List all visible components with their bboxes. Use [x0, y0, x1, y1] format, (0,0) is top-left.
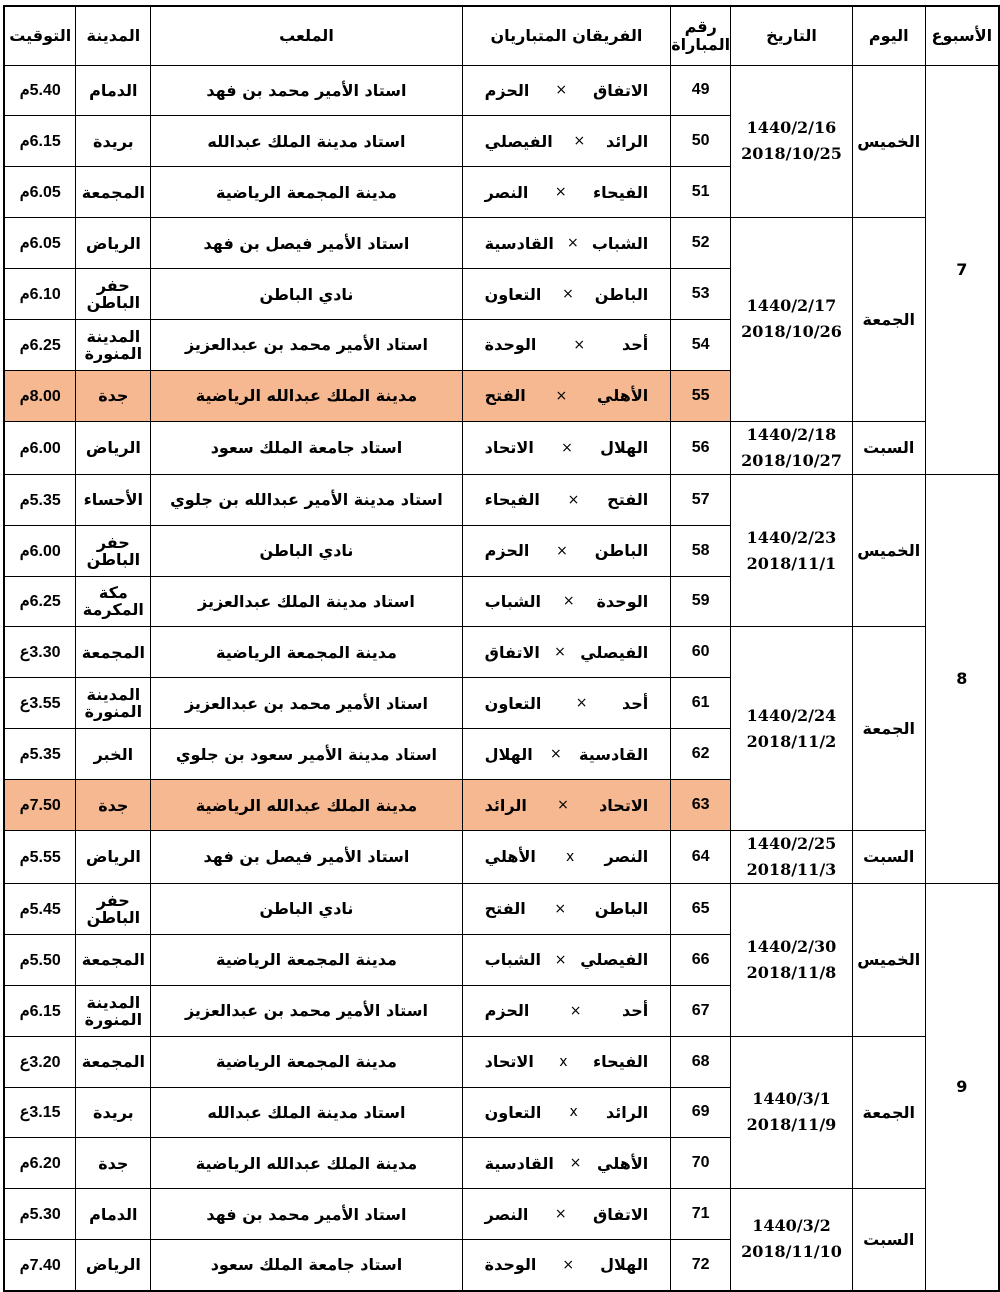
teams-cell [462, 319, 671, 370]
teams-cell [462, 1240, 671, 1291]
match-number: 65 [671, 883, 731, 934]
match-schedule-table [3, 5, 1000, 1292]
teams-cell [462, 830, 671, 883]
hijri-date: 1440/2/25 [746, 833, 837, 853]
gregorian-date: 2018/10/27 [741, 450, 842, 470]
away-team: النصر [484, 1204, 529, 1224]
teams-cell [462, 370, 671, 421]
teams-cell [462, 678, 671, 729]
teams-cell [462, 883, 671, 934]
header-date: التاريخ [731, 6, 853, 65]
match-date [731, 1189, 853, 1291]
stadium: مدينة المجمعة الرياضية [151, 1036, 462, 1087]
kickoff-time: 6.20م [4, 1138, 76, 1189]
teams-pair [463, 438, 671, 457]
stadium: استاد مدينة الملك عبدالله [151, 1087, 462, 1138]
versus-separator: × [550, 746, 562, 763]
match-date [731, 883, 853, 1036]
kickoff-time: 6.25م [4, 576, 76, 627]
city: بريدة [76, 116, 151, 167]
match-number: 68 [671, 1036, 731, 1087]
teams-pair [463, 745, 671, 764]
match-number: 55 [671, 370, 731, 421]
versus-separator: × [567, 491, 580, 508]
away-team: الاتحاد [484, 1052, 534, 1072]
home-team: أحد [621, 335, 649, 355]
away-team: الهلال [484, 744, 533, 764]
gregorian-date: 2018/11/8 [746, 962, 837, 982]
teams-pair [463, 490, 671, 509]
gregorian-date: 2018/11/1 [746, 553, 837, 573]
home-team: الفيصلي [580, 950, 649, 970]
match-number: 61 [671, 678, 731, 729]
day-name: الخميس [852, 65, 925, 218]
match-number: 53 [671, 269, 731, 320]
stadium: استاد الأمير محمد بن عبدالعزيز [151, 985, 462, 1036]
match-number: 67 [671, 985, 731, 1036]
city: جدة [76, 780, 151, 831]
city: الأحساء [76, 474, 151, 525]
home-team: الهلال [600, 438, 649, 458]
home-team: الأهلي [597, 1153, 649, 1173]
away-team: الحزم [484, 541, 530, 561]
stadium: استاد مدينة الأمير سعود بن جلوي [151, 729, 462, 780]
away-team: الحزم [484, 1001, 530, 1021]
match-date [731, 474, 853, 627]
teams-cell [462, 780, 671, 831]
home-team: الباطن [594, 284, 649, 304]
kickoff-time: 7.40م [4, 1240, 76, 1291]
match-row [4, 65, 999, 116]
versus-separator: × [554, 184, 567, 201]
week-number: 9 [925, 883, 999, 1290]
home-team: الاتفاق [593, 1204, 649, 1224]
kickoff-time: 6.10م [4, 269, 76, 320]
away-team: الحزم [484, 80, 530, 100]
hijri-date: 1440/3/1 [752, 1089, 831, 1109]
city: مكة المكرمة [76, 576, 151, 627]
match-number: 54 [671, 319, 731, 370]
stadium: مدينة الملك عبدالله الرياضية [151, 370, 462, 421]
home-team: الهلال [600, 1255, 649, 1275]
kickoff-time: 6.00م [4, 421, 76, 474]
versus-separator: × [554, 644, 566, 661]
header-teams: الفريقان المتباريان [462, 6, 671, 65]
away-team: الفيحاء [484, 490, 540, 510]
day-name: السبت [852, 1189, 925, 1291]
teams-pair [463, 1154, 671, 1173]
teams-cell [462, 167, 671, 218]
match-number: 58 [671, 525, 731, 576]
header-time: التوقيت [4, 6, 76, 65]
stadium: مدينة المجمعة الرياضية [151, 934, 462, 985]
kickoff-time: 6.25م [4, 319, 76, 370]
city: الرياض [76, 218, 151, 269]
teams-pair [463, 950, 671, 969]
city: حفر الباطن [76, 525, 151, 576]
week-number: 8 [925, 474, 999, 883]
home-team: الوحدة [596, 591, 649, 611]
teams-cell [462, 269, 671, 320]
hijri-date: 1440/2/18 [746, 424, 837, 444]
week-number: 7 [925, 65, 999, 474]
teams-cell [462, 729, 671, 780]
stadium: نادي الباطن [151, 883, 462, 934]
day-name: السبت [852, 421, 925, 474]
kickoff-time: 6.05م [4, 218, 76, 269]
away-team: الفتح [484, 899, 526, 919]
match-number: 71 [671, 1189, 731, 1240]
away-team: النصر [484, 182, 529, 202]
header-week: الأسبوع [925, 6, 999, 65]
teams-cell [462, 1087, 671, 1138]
versus-separator: × [556, 542, 568, 559]
away-team: الشباب [484, 950, 542, 970]
teams-pair [463, 132, 671, 151]
home-team: الاتفاق [593, 80, 649, 100]
gregorian-date: 2018/11/2 [746, 731, 837, 751]
match-number: 56 [671, 421, 731, 474]
teams-pair [463, 643, 671, 662]
stadium: استاد الأمير محمد بن عبدالعزيز [151, 319, 462, 370]
match-number: 70 [671, 1138, 731, 1189]
match-date [731, 830, 853, 883]
kickoff-time: 5.45م [4, 883, 76, 934]
match-number: 49 [671, 65, 731, 116]
kickoff-time: 5.55م [4, 830, 76, 883]
match-number: 60 [671, 627, 731, 678]
gregorian-date: 2018/10/25 [741, 144, 842, 164]
teams-pair [463, 1001, 671, 1020]
teams-cell [462, 1138, 671, 1189]
home-team: النصر [604, 847, 649, 867]
city: المدينة المنورة [76, 319, 151, 370]
header-city: المدينة [76, 6, 151, 65]
match-number: 50 [671, 116, 731, 167]
versus-separator: × [562, 1256, 575, 1273]
home-team: الفيحاء [592, 182, 649, 202]
teams-pair [463, 1255, 671, 1274]
home-team: القادسية [579, 744, 649, 764]
away-team: الوحدة [484, 1255, 537, 1275]
teams-pair [463, 847, 671, 866]
city: جدة [76, 1138, 151, 1189]
match-date [731, 627, 853, 831]
match-number: 72 [671, 1240, 731, 1291]
stadium: مدينة المجمعة الرياضية [151, 627, 462, 678]
versus-separator: × [555, 387, 568, 404]
versus-separator: × [569, 1155, 582, 1172]
away-team: الرائد [484, 795, 527, 815]
teams-cell [462, 65, 671, 116]
match-row [4, 1189, 999, 1240]
city: المدينة المنورة [76, 985, 151, 1036]
teams-cell [462, 1189, 671, 1240]
city: المجمعة [76, 627, 151, 678]
city: الرياض [76, 830, 151, 883]
home-team: الاتحاد [599, 795, 649, 815]
stadium: نادي الباطن [151, 525, 462, 576]
match-row [4, 421, 999, 474]
teams-pair [463, 183, 671, 202]
day-name: الجمعة [852, 218, 925, 422]
home-team: الرائد [606, 131, 649, 151]
stadium: استاد مدينة الأمير عبدالله بن جلوي [151, 474, 462, 525]
versus-separator: × [575, 695, 588, 712]
stadium: نادي الباطن [151, 269, 462, 320]
away-team: الاتحاد [484, 438, 534, 458]
day-name: الجمعة [852, 1036, 925, 1189]
away-team: القادسية [484, 1153, 554, 1173]
versus-separator: × [573, 336, 586, 353]
header-stadium: الملعب [151, 6, 462, 65]
home-team: الرائد [606, 1102, 649, 1122]
away-team: التعاون [484, 1102, 542, 1122]
match-date [731, 65, 853, 218]
home-team: أحد [621, 693, 649, 713]
away-team: الفيصلي [484, 131, 553, 151]
home-team: الباطن [594, 899, 649, 919]
away-team: الاتفاق [484, 642, 540, 662]
hijri-date: 1440/2/30 [746, 936, 837, 956]
hijri-date: 1440/3/2 [752, 1216, 831, 1236]
kickoff-time: 5.40م [4, 65, 76, 116]
kickoff-time: 3.55ع [4, 678, 76, 729]
match-number: 57 [671, 474, 731, 525]
match-row [4, 474, 999, 525]
versus-separator: × [554, 1206, 567, 1223]
kickoff-time: 5.35م [4, 729, 76, 780]
away-team: الشباب [484, 591, 542, 611]
home-team: الباطن [594, 541, 649, 561]
city: الرياض [76, 421, 151, 474]
teams-pair [463, 1103, 671, 1122]
match-number: 63 [671, 780, 731, 831]
teams-cell [462, 525, 671, 576]
teams-cell [462, 218, 671, 269]
away-team: الأهلي [484, 847, 536, 867]
home-team: الفتح [607, 490, 649, 510]
teams-pair [463, 694, 671, 713]
kickoff-time: 7.50م [4, 780, 76, 831]
away-team: التعاون [484, 284, 542, 304]
city: جدة [76, 370, 151, 421]
gregorian-date: 2018/11/9 [746, 1115, 837, 1135]
versus-separator: × [555, 82, 568, 99]
hijri-date: 1440/2/23 [746, 527, 837, 547]
gregorian-date: 2018/10/26 [741, 322, 842, 342]
versus-separator: × [573, 133, 586, 150]
match-number: 62 [671, 729, 731, 780]
versus-separator: × [569, 1002, 582, 1019]
versus-separator: × [566, 235, 579, 252]
stadium: مدينة الملك عبدالله الرياضية [151, 1138, 462, 1189]
versus-separator: x [566, 848, 575, 865]
versus-separator: × [561, 439, 573, 456]
versus-separator: x [559, 1053, 568, 1070]
city: الخبر [76, 729, 151, 780]
match-number: 52 [671, 218, 731, 269]
teams-cell [462, 116, 671, 167]
teams-cell [462, 421, 671, 474]
versus-separator: × [557, 797, 569, 814]
gregorian-date: 2018/11/3 [746, 859, 837, 879]
kickoff-time: 6.15م [4, 985, 76, 1036]
stadium: استاد مدينة الملك عبدالعزيز [151, 576, 462, 627]
teams-pair [463, 81, 671, 100]
match-number: 69 [671, 1087, 731, 1138]
stadium: استاد الأمير محمد بن عبدالعزيز [151, 678, 462, 729]
teams-pair [463, 1205, 671, 1224]
home-team: الفيحاء [592, 1052, 649, 1072]
teams-pair [463, 285, 671, 304]
stadium: مدينة المجمعة الرياضية [151, 167, 462, 218]
city: الدمام [76, 65, 151, 116]
kickoff-time: 8.00م [4, 370, 76, 421]
city: حفر الباطن [76, 269, 151, 320]
match-row [4, 1036, 999, 1087]
stadium: استاد الأمير محمد بن فهد [151, 1189, 462, 1240]
city: المجمعة [76, 934, 151, 985]
stadium: استاد الأمير فيصل بن فهد [151, 218, 462, 269]
stadium: استاد جامعة الملك سعود [151, 421, 462, 474]
versus-separator: × [562, 593, 575, 610]
versus-separator: × [554, 900, 567, 917]
match-row [4, 883, 999, 934]
away-team: التعاون [484, 693, 542, 713]
teams-cell [462, 576, 671, 627]
day-name: الخميس [852, 883, 925, 1036]
away-team: القادسية [484, 233, 554, 253]
teams-pair [463, 592, 671, 611]
teams-pair [463, 335, 671, 354]
away-team: الفتح [484, 386, 526, 406]
stadium: استاد مدينة الملك عبدالله [151, 116, 462, 167]
kickoff-time: 5.50م [4, 934, 76, 985]
hijri-date: 1440/2/16 [746, 118, 837, 138]
city: المجمعة [76, 1036, 151, 1087]
header-row [4, 6, 999, 65]
kickoff-time: 6.05م [4, 167, 76, 218]
city: المدينة المنورة [76, 678, 151, 729]
match-date [731, 1036, 853, 1189]
match-row [4, 830, 999, 883]
match-date [731, 218, 853, 422]
home-team: الفيصلي [580, 642, 649, 662]
kickoff-time: 3.20ع [4, 1036, 76, 1087]
teams-pair [463, 234, 671, 253]
city: بريدة [76, 1087, 151, 1138]
teams-pair [463, 796, 671, 815]
day-name: الخميس [852, 474, 925, 627]
away-team: الوحدة [484, 335, 537, 355]
home-team: الشباب [591, 233, 649, 253]
schedule-body [4, 65, 999, 1291]
teams-pair [463, 386, 671, 405]
city: حفر الباطن [76, 883, 151, 934]
teams-cell [462, 934, 671, 985]
hijri-date: 1440/2/17 [746, 296, 837, 316]
match-row [4, 218, 999, 269]
teams-cell [462, 474, 671, 525]
gregorian-date: 2018/11/10 [741, 1242, 842, 1262]
stadium: استاد الأمير فيصل بن فهد [151, 830, 462, 883]
teams-cell [462, 1036, 671, 1087]
match-number: 64 [671, 830, 731, 883]
kickoff-time: 3.30ع [4, 627, 76, 678]
header-day: اليوم [852, 6, 925, 65]
teams-cell [462, 985, 671, 1036]
stadium: استاد جامعة الملك سعود [151, 1240, 462, 1291]
match-number: 59 [671, 576, 731, 627]
match-number: 51 [671, 167, 731, 218]
stadium: مدينة الملك عبدالله الرياضية [151, 780, 462, 831]
match-date [731, 421, 853, 474]
versus-separator: × [554, 951, 567, 968]
kickoff-time: 3.15ع [4, 1087, 76, 1138]
city: الدمام [76, 1189, 151, 1240]
teams-pair [463, 899, 671, 918]
city: المجمعة [76, 167, 151, 218]
kickoff-time: 6.00م [4, 525, 76, 576]
kickoff-time: 5.35م [4, 474, 76, 525]
match-row [4, 627, 999, 678]
home-team: الأهلي [597, 386, 649, 406]
day-name: السبت [852, 830, 925, 883]
versus-separator: × [562, 286, 574, 302]
kickoff-time: 5.30م [4, 1189, 76, 1240]
home-team: أحد [621, 1001, 649, 1021]
teams-pair [463, 541, 671, 560]
match-number: 66 [671, 934, 731, 985]
teams-pair [463, 1052, 671, 1071]
city: الرياض [76, 1240, 151, 1291]
teams-cell [462, 627, 671, 678]
header-match-number: رقم المباراة [671, 6, 731, 65]
hijri-date: 1440/2/24 [746, 705, 837, 725]
kickoff-time: 6.15م [4, 116, 76, 167]
day-name: الجمعة [852, 627, 925, 831]
stadium: استاد الأمير محمد بن فهد [151, 65, 462, 116]
versus-separator: x [569, 1104, 578, 1121]
